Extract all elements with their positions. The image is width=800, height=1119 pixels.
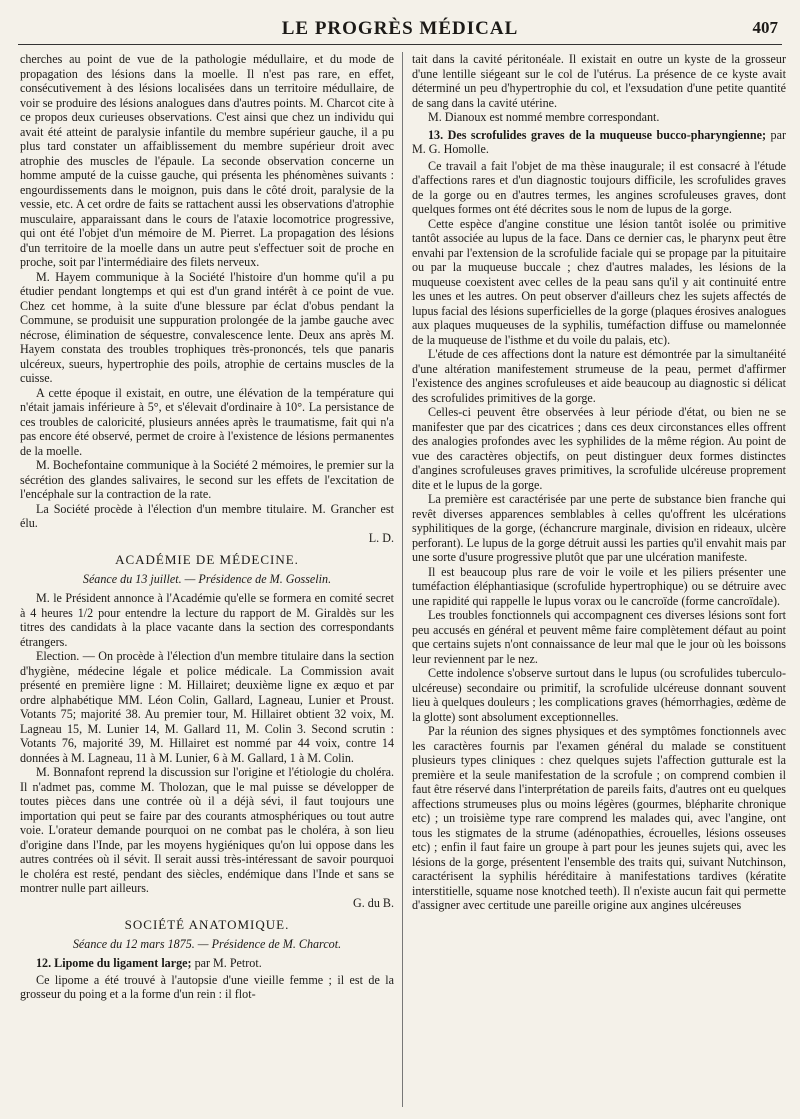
section-heading: ACADÉMIE DE MÉDECINE.: [115, 552, 299, 567]
section-heading: SOCIÉTÉ ANATOMIQUE.: [124, 917, 290, 932]
paragraph: M. Dianoux est nommé membre correspondant.: [428, 110, 660, 124]
paragraph: M. Hayem communique à la Société l'histoire d'un homme qu'il a pu étudier pendant longtemps et qui est d'un grand intérêt à ce point de vue. Chez cet homme, à la suite d'une blessure par éclat d'obus pendant la Commune, se produisit une suppuration prolongée de la jambe gauche avec nécrose, élimination de séquestre, convalescence lente. Deux ans après M. Hayem constata des troubles trophiques très-prononcés, tels que panaris ulcéreux, sueurs, hypertrophie des poils, atrophie de certains muscles de la cuisse.: [20, 269, 394, 385]
paragraph: tait dans la cavité péritonéale. Il existait en outre un kyste de la grosseur d'une lentille siégeant sur le col de l'utérus. La présence de ce kyste avait déterminé un peu d'hypertrophie du col, et l'exsudation d'une petite quantité de sang dans la cavité utérine.: [412, 52, 786, 110]
entry-title-text: 13. Des scrofulides graves de la muqueuse bucco-pharyngienne;: [428, 127, 767, 142]
left-column: [20, 52, 394, 1112]
paragraph: Ce travail a fait l'objet de ma thèse inaugurale; il est consacré à l'étude d'affections rares et d'un diagnostic toujours difficile, les scrofulides graves de la gorge ou en d'autres termes, les angines scrofuleuses graves, dont quelques formes ont été décrites sous le nom de lupus de la gorge.: [412, 158, 786, 216]
journal-title: LE PROGRÈS MÉDICAL: [281, 18, 519, 39]
paragraph: M. le Président annonce à l'Académie qu'elle se formera en comité secret à 4 heures 1/2 pour entendre la lecture du rapport de M. Giraldès sur les titres des candidats à la place vacante dans la section des correspondants étrangers.: [20, 591, 394, 649]
session-line: Séance du 12 mars 1875. — Présidence de M. Charcot.: [72, 936, 342, 951]
paragraph: Celles-ci peuvent être observées à leur période d'état, ou bien ne se manifester que par des cicatrices ; dans ces deux circonstances elles offrent des analogies profondes avec les syphilides de la même région. Au point de vue des caractères objectifs, on peut distinguer deux formes distinctes d'angines scrofuleuses graves primitives, la scrofulide ulcéreuse proprement dite et le lupus de la gorge.: [412, 405, 786, 492]
entry-title-text: 12. Lipome du ligament large;: [36, 956, 192, 970]
paragraph: Les troubles fonctionnels qui accompagnent ces diverses lésions sont fort peu accusés en général et peuvent même faire complètement défaut au point que certains sujets n'ont connaissance de leur mal que le jour où les boissons leur reviennent par le nez.: [412, 608, 786, 666]
paragraph: cherches au point de vue de la pathologie médullaire, et du mode de propagation des lésions dans la moelle. Il n'est pas rare, en effet, consécutivement à des lésions localisées dans un territoire médullaire, de voir se produire des lésions analogues dans d'autres points. M. Charcot cite à ce propos deux curieuses observations. C'est ainsi que chez un individu qui avait été atteint de paralysie infantile du membre supérieur gauche, il a pu plus tard constater un affaiblissement du membre supérieur droit avec atrophie des muscles de l'épaule. La seconde observation concerne un homme amputé de la cuisse gauche, qui présenta les phénomènes suivants : engourdissements dans le moignon, puis dans le côté droit, paralysie de la vessie, etc. A cet ordre de faits se rattachent aussi les observations d'atrophie musculaire, apparaissant dans le cours de l'ataxie locomotrice progressive, qui ont été l'objet d'un mémoire de M. Pierret. La propagation des lésions d'un territoire de la moelle dans un autre peut s'effectuer soit de proche en proche, soit par l'intermédiaire des filets nerveux.: [20, 52, 394, 269]
paragraph: M. Bochefontaine communique à la Société 2 mémoires, le premier sur la sécrétion des glandes salivaires, le second sur les effets de l'excitation de l'encéphale sur la contraction de la rate.: [20, 458, 394, 501]
entry-title: [412, 128, 786, 157]
entry-author: par M. G. Homolle.: [412, 127, 786, 156]
paragraph: L'étude de ces affections dont la nature est démontrée par la simultanéité d'une altération manifestement strumeuse de la peau, permet d'affirmer l'existence des angines scrofuleuses et aide beaucoup au diagnostic si délicat des scrofulides primitives de la gorge.: [412, 347, 786, 405]
page-header: [18, 14, 782, 45]
paragraph: A cette époque il existait, en outre, une élévation de la température qui n'était jamais inférieure à 5°, et s'élevait d'ordinaire à 10°. La persistance de ces troubles de caloricité, plusieurs années après le traumatisme, fait qui n'a pas encore été observé, permet de croire à l'existence de lésions permanentes de la moelle.: [20, 385, 394, 458]
paragraph: Cette espèce d'angine constitue une lésion tantôt isolée ou primitive tantôt associée au lupus de la face. Dans ce dernier cas, le pharynx peut être envahi par l'extension de la scrofulide faciale qui se propage par la pituitaire ou par la muqueuse buccale ; chez d'autres malades, les lésions de la muqueuse coexistent avec celles de la peau sans qu'il y ait continuité entre les unes et les autres. On peut observer d'ailleurs chez les sujets affectés de lupus facial des lésions superficielles de la gorge (plaques érosives analogues aux plaques muqueuses de la syphilis, tuméfaction diffuse ou mamelonnée de la muqueuse de l'isthme et du voile du palais, etc).: [412, 216, 786, 347]
paragraph: M. Bonnafont reprend la discussion sur l'origine et l'étiologie du choléra. Il n'admet pas, comme M. Tholozan, que le mal puisse se développer de toutes pièces dans une contrée où il a déjà sévi, il faut toujours une importation qui peut se faire par des courants atmosphériques ou tout autre voie. L'orateur demande pourquoi on ne combat pas le choléra, à son lieu d'origine dans l'Inde, par les moyens hygiéniques qu'on lui oppose dans les autres contrées où il sévit. Il serait aussi très-intéressant de savoir pourquoi le choléra est resté, pendant des siècles, endémique dans l'Inde et sans se montrer nulle part ailleurs.: [20, 765, 394, 895]
column-divider: [402, 52, 403, 1107]
paragraph: Cette indolence s'observe surtout dans le lupus (ou scrofulides tuberculo-ulcéreuse) secondaire ou primitif, la scrofulide ulcéreuse donnant souvent lieu à quelques douleurs ; les complications graves (hémorrhagies, œdème de la glotte) sont absolument exceptionnelles.: [412, 666, 786, 724]
page-number: 407: [752, 18, 778, 37]
paragraph: La Société procède à l'élection d'un membre titulaire. M. Grancher est élu.: [20, 501, 394, 530]
paragraph: Il est beaucoup plus rare de voir le voile et les piliers présenter une tuméfaction éléphantiasique (scrofulide hypertrophique) ou se détruire avec une rapidité qui rappelle le lupus vorax ou le cancroïde (forme cancroïdale).: [412, 564, 786, 608]
session-line: Séance du 13 juillet. — Présidence de M. Gosselin.: [82, 571, 332, 586]
paragraph: Ce lipome a été trouvé à l'autopsie d'une vieille femme ; il est de la grosseur du poing et a la forme d'un rein : il flot-: [20, 972, 394, 1001]
right-column: [412, 52, 786, 1112]
entry-title: [20, 956, 394, 971]
signature: L. D.: [368, 530, 394, 545]
paragraph: La première est caractérisée par une perte de substance bien franche qui revêt diverses apparences semblables à celles qu'offrent les ulcérations syphilitiques de la gorge, (échancrure marginale, division en rideaux, ulcère perforant). Le lupus de la gorge détruit aussi les parties qu'il envahit mais par une sorte d'usure progressive plutôt que par une ulcération manifeste.: [412, 492, 786, 564]
entry-author: par M. Petrot.: [194, 956, 262, 970]
signature: G. du B.: [353, 895, 394, 910]
paragraph: Election. — On procède à l'élection d'un membre titulaire dans la section d'hygiène, médecine légale et police médicale. La Commission avait présenté en première ligne : M. Hillairet; deuxième ligne ex æquo et par ordre alphabétique MM. Léon Colin, Gallard, Lagneau, Lunier et Proust. Votants 75; majorité 38. Au premier tour, M. Hillairet obtient 32 voix, M. Lagneau 15, M. Lunier 14, M. Gallard 11, M. Colin 3. Second scrutin : Votants 76, majorité 39, M. Hillairet est nommé par 44 voix, contre 14 données à M. Lagneau, 11 à M. Lunier, 6 à M. Gallard, 1 à M. Colin.: [20, 649, 394, 765]
paragraph: Par la réunion des signes physiques et des symptômes fonctionnels avec les caractères fournis par l'examen général du malade se constituent plusieurs types cliniques : chez quelques sujets l'affection gutturale est la première et la seule manifestation de la scrofule ; on comprend combien il faut être réservé dans l'interprétation de pareils faits, d'autres ont eu quelques affections strumeuses plus ou moins légères (gourmes, blépharite chronique etc) ; un troisième type rare comprend les malades qui, avec l'angine, ont tous les stigmates de la strume (adénopathies, écrouelles, lésions osseuses etc) ; enfin il faut faire un groupe à part pour les jeunes sujets qui, avec les lésions de la gorge, présentent l'ensemble des traits qui, suivant Nutchinson, caractérisent la syphilis héréditaire à manifestations tardives (kératite interstitielle, squame nose knotched teeth). Il n'existe aucun fait qui permette d'assigner avec certitude une pareille origine aux angines ulcéreuses: [412, 724, 786, 912]
